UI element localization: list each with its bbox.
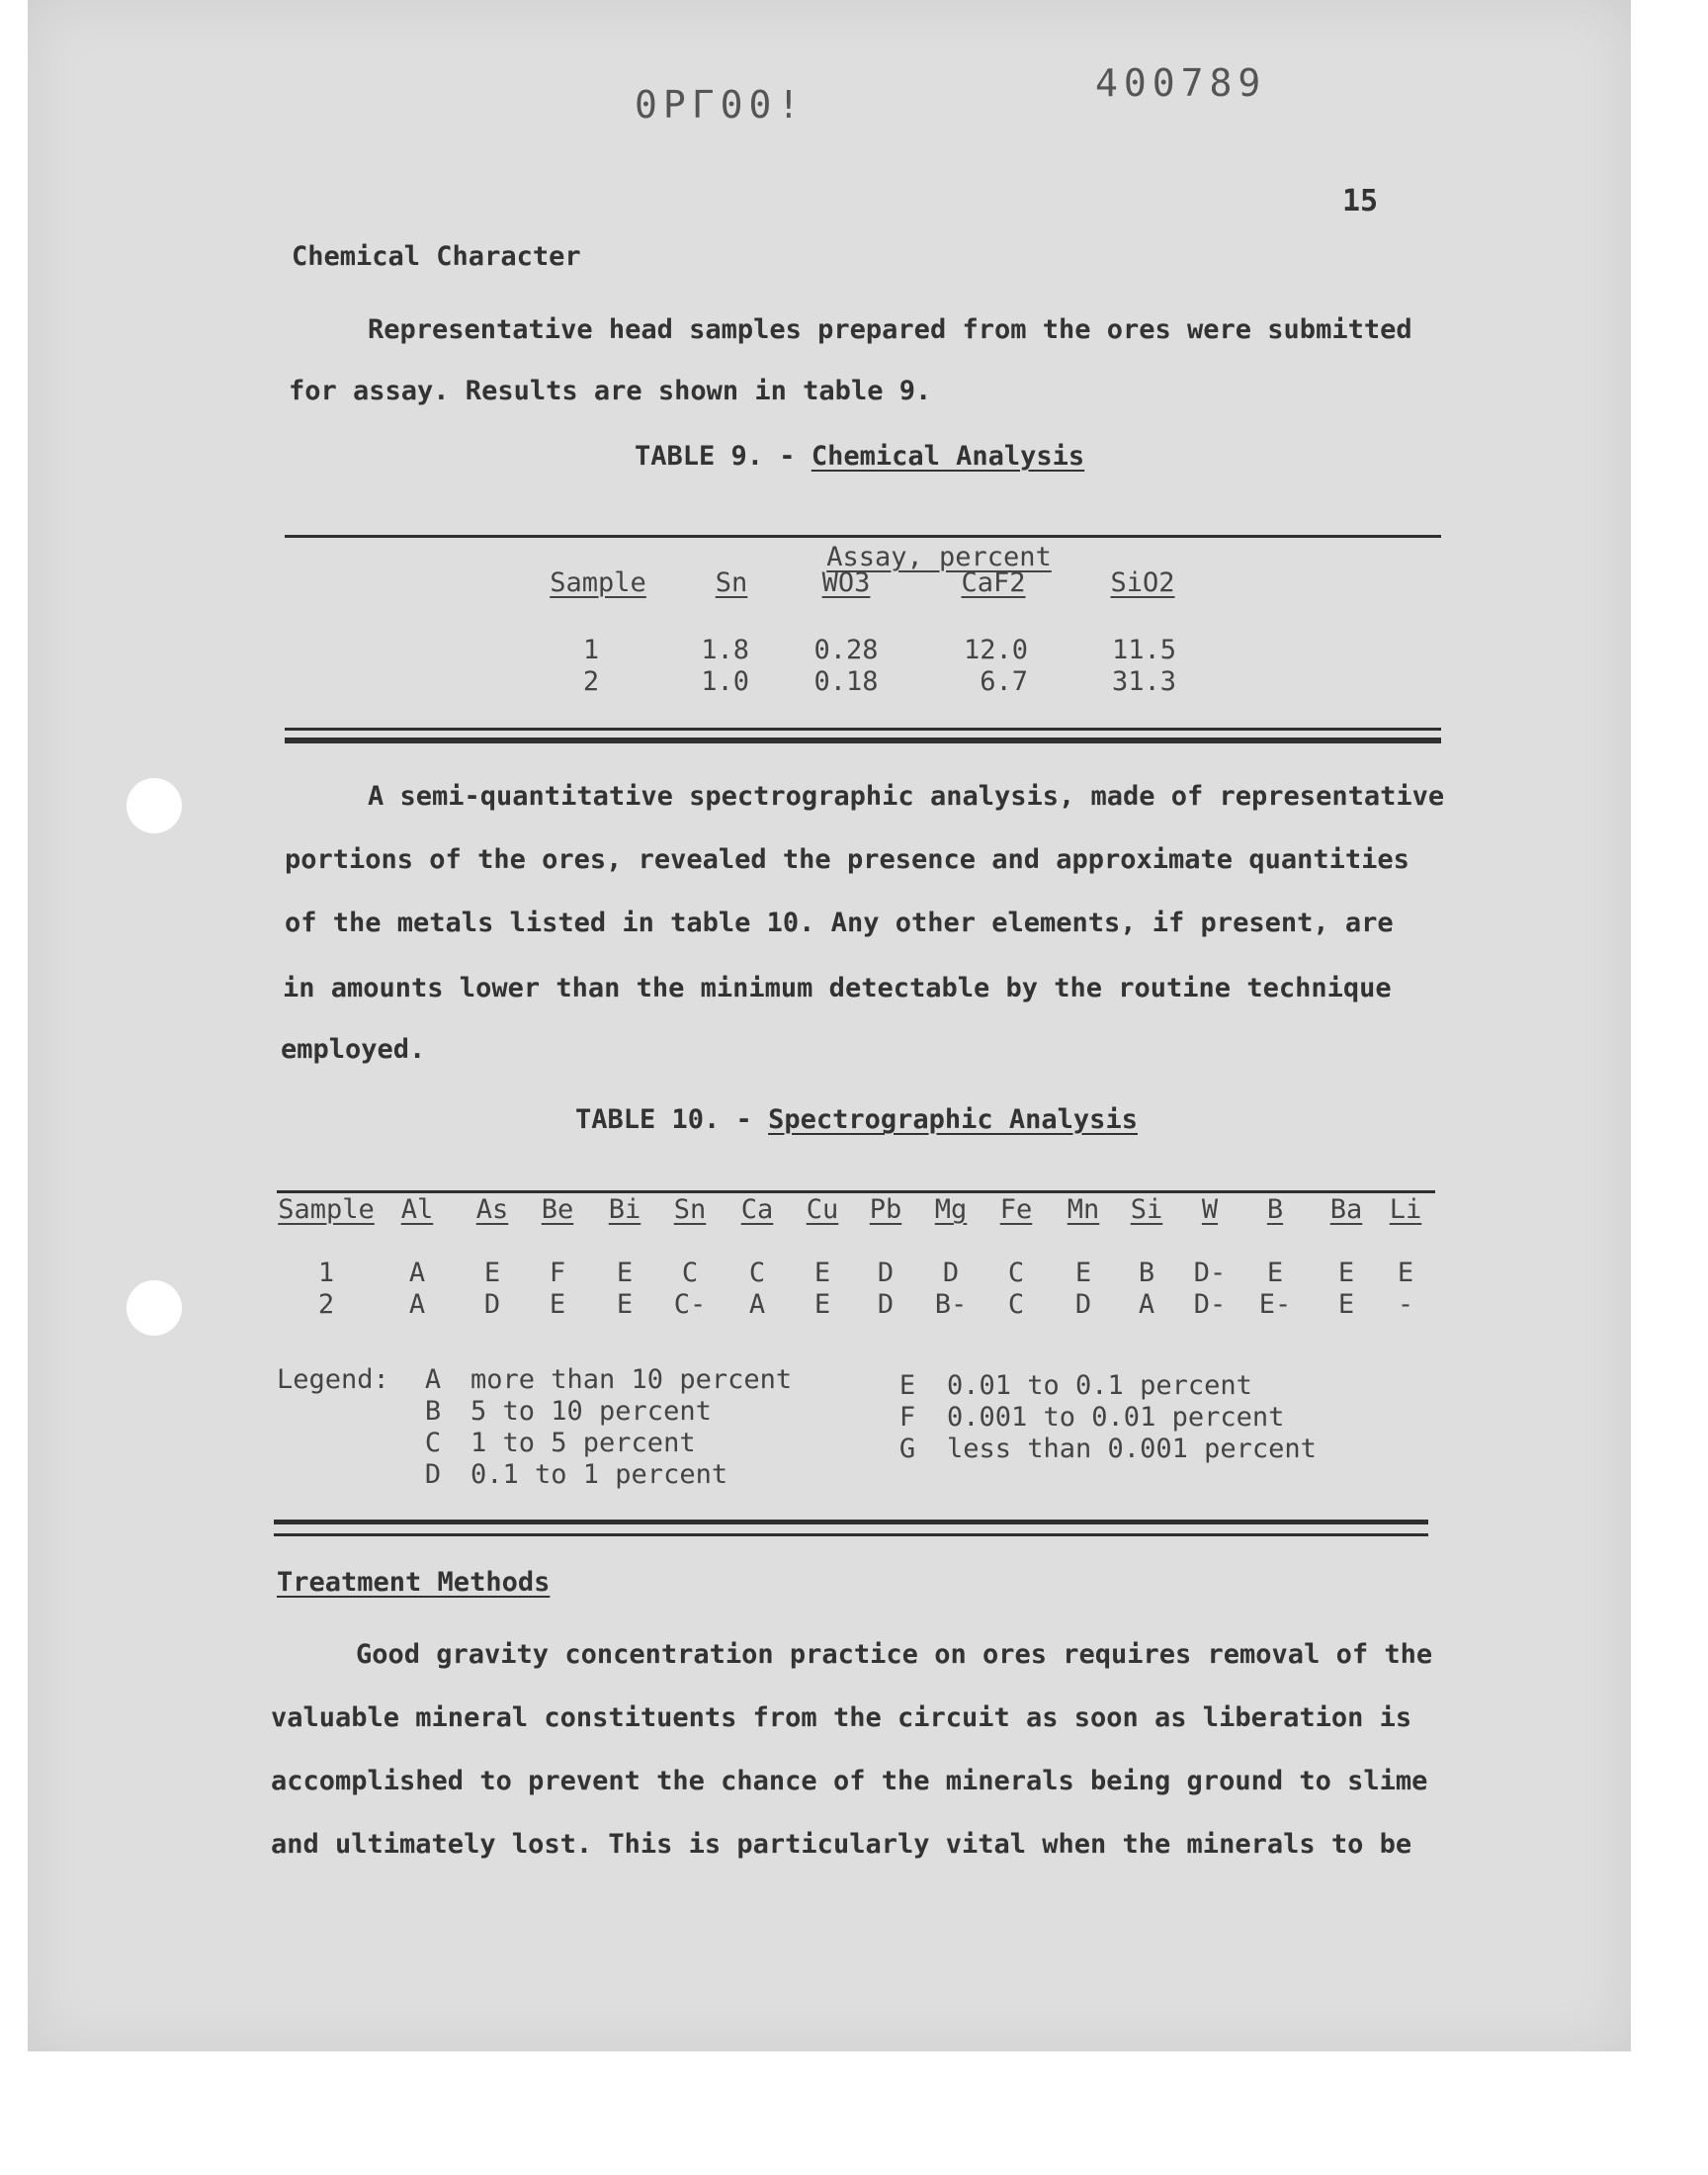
- punch-hole: [127, 778, 182, 833]
- table10-header-cell: Ba: [1329, 1194, 1363, 1225]
- table10-header-cell: Sample: [278, 1194, 375, 1225]
- legend-label: Legend:: [277, 1364, 389, 1395]
- section-heading-treatment-methods: Treatment Methods: [277, 1567, 551, 1598]
- table10-header-cell: As: [475, 1194, 509, 1225]
- legend-text: less than 0.001 percent: [947, 1434, 1317, 1464]
- table10-data-cell: 1: [317, 1258, 335, 1288]
- stamp-number-left: 0PГ00!: [635, 83, 807, 127]
- table9-data-cell: 1: [582, 635, 600, 665]
- table10-data-cell: B-: [934, 1289, 968, 1320]
- legend-code: F: [898, 1402, 916, 1433]
- table10-header-cell: Pb: [869, 1194, 902, 1225]
- table10-header-cell: Li: [1389, 1194, 1422, 1225]
- table10-header-cell: Ca: [740, 1194, 774, 1225]
- table9-top-rule: [285, 535, 1441, 538]
- table10-data-cell: C-: [673, 1289, 707, 1320]
- table10-data-cell: D-: [1193, 1258, 1227, 1288]
- legend-text: 0.01 to 0.1 percent: [947, 1370, 1252, 1401]
- table10-data-cell: F: [549, 1258, 566, 1288]
- table10-data-cell: A: [1138, 1289, 1155, 1320]
- paragraph-line: portions of the ores, revealed the presence and approximate quantities: [285, 844, 1409, 875]
- table10-data-cell: E: [483, 1258, 501, 1288]
- legend-text: 1 to 5 percent: [470, 1428, 696, 1458]
- table10-data-cell: E: [813, 1258, 831, 1288]
- legend-text: 0.001 to 0.01 percent: [947, 1402, 1285, 1433]
- paragraph-line: valuable mineral constituents from the circuit as soon as liberation is: [271, 1702, 1412, 1733]
- table9-header-cell: Sn: [715, 567, 748, 598]
- table9-data-cell: 1.0: [701, 666, 749, 697]
- table9-header-cell: Sample: [550, 567, 646, 598]
- table10-data-cell: 2: [317, 1289, 335, 1320]
- stamp-number-right: 400789: [1095, 61, 1267, 105]
- table10-header-cell: Al: [400, 1194, 434, 1225]
- table9-header-cell: WO3: [821, 567, 871, 598]
- table10-bottom-rule: [274, 1533, 1428, 1536]
- table10-header-cell: W: [1201, 1194, 1219, 1225]
- paragraph-line: Representative head samples prepared from the ores were submitted: [368, 314, 1412, 345]
- table9-data-cell: 2: [582, 666, 600, 697]
- table10-data-cell: D: [1074, 1289, 1092, 1320]
- table10-data-cell: E: [1397, 1258, 1414, 1288]
- paragraph-line: of the metals listed in table 10. Any other elements, if present, are: [285, 908, 1394, 938]
- table10-data-cell: D: [877, 1258, 895, 1288]
- paragraph-line: accomplished to prevent the chance of the minerals being ground to slime: [271, 1766, 1428, 1796]
- table10-data-cell: E: [616, 1289, 634, 1320]
- page-number: 15: [1342, 184, 1379, 218]
- table10-data-cell: -: [1397, 1289, 1414, 1320]
- table10-header-cell: Fe: [999, 1194, 1033, 1225]
- table10-data-cell: C: [1007, 1258, 1025, 1288]
- table9-caption-title: Chemical Analysis: [811, 441, 1085, 472]
- table10-header-cell: B: [1266, 1194, 1284, 1225]
- table10-data-cell: D: [942, 1258, 960, 1288]
- table9-caption-prefix: TABLE 9. -: [635, 441, 811, 472]
- table10-header-cell: Mg: [934, 1194, 968, 1225]
- table9-data-cell: 31.3: [1111, 666, 1176, 697]
- paragraph-line: and ultimately lost. This is particularly vital when the minerals to be: [271, 1829, 1412, 1860]
- scanned-page: [28, 0, 1631, 2051]
- paragraph-line: in amounts lower than the minimum detectable by the routine technique: [283, 973, 1392, 1003]
- legend-code: E: [898, 1370, 916, 1401]
- paragraph-line: for assay. Results are shown in table 9.: [289, 376, 932, 406]
- table9-data-cell: 0.18: [813, 666, 879, 697]
- table10-header-cell: Sn: [673, 1194, 707, 1225]
- table9-data-cell: 6.7: [980, 666, 1028, 697]
- table10-caption-prefix: TABLE 10. -: [575, 1104, 769, 1135]
- table10-data-cell: C: [1007, 1289, 1025, 1320]
- table10-data-cell: E: [813, 1289, 831, 1320]
- table10-header-cell: Si: [1130, 1194, 1163, 1225]
- table9-caption: [635, 441, 1084, 472]
- table10-data-cell: E: [549, 1289, 566, 1320]
- table10-data-cell: A: [408, 1289, 426, 1320]
- table9-bottom-rule: [285, 728, 1441, 731]
- legend-code: C: [424, 1428, 442, 1458]
- section-heading-chemical-character: Chemical Character: [292, 241, 581, 272]
- table9-data-cell: 1.8: [701, 635, 749, 665]
- legend-text: 5 to 10 percent: [470, 1396, 712, 1427]
- table9-data-cell: 12.0: [963, 635, 1028, 665]
- table10-caption-title: Spectrographic Analysis: [768, 1104, 1138, 1135]
- table10-data-cell: E-: [1258, 1289, 1292, 1320]
- table9-group-header: Assay, percent: [826, 542, 1052, 572]
- table9-data-cell: 0.28: [813, 635, 879, 665]
- table10-data-cell: B: [1138, 1258, 1155, 1288]
- legend-code: B: [424, 1396, 442, 1427]
- table10-bottom-rule: [274, 1520, 1428, 1524]
- table10-data-cell: D-: [1193, 1289, 1227, 1320]
- legend-text: more than 10 percent: [470, 1364, 793, 1395]
- paragraph-line: employed.: [281, 1034, 426, 1065]
- table10-data-cell: E: [1337, 1289, 1355, 1320]
- legend-code: A: [424, 1364, 442, 1395]
- punch-hole: [127, 1280, 182, 1336]
- legend-text: 0.1 to 1 percent: [470, 1459, 728, 1490]
- table10-header-cell: Bi: [608, 1194, 641, 1225]
- table10-data-cell: E: [1337, 1258, 1355, 1288]
- table10-header-cell: Mn: [1067, 1194, 1100, 1225]
- paragraph-line: Good gravity concentration practice on ores requires removal of the: [356, 1639, 1433, 1670]
- table9-header-cell: CaF2: [961, 567, 1026, 598]
- table10-data-cell: C: [748, 1258, 766, 1288]
- table10-top-rule: [277, 1190, 1435, 1193]
- table9-header-cell: SiO2: [1110, 567, 1175, 598]
- table10-data-cell: A: [408, 1258, 426, 1288]
- table10-data-cell: E: [616, 1258, 634, 1288]
- table10-data-cell: C: [681, 1258, 699, 1288]
- table9-data-cell: 11.5: [1111, 635, 1176, 665]
- table10-data-cell: E: [1266, 1258, 1284, 1288]
- table10-data-cell: A: [748, 1289, 766, 1320]
- legend-code: G: [898, 1434, 916, 1464]
- paragraph-line: A semi-quantitative spectrographic analysis, made of representative: [368, 781, 1445, 812]
- table10-caption: [575, 1104, 1138, 1135]
- table10-header-cell: Be: [541, 1194, 574, 1225]
- table10-data-cell: D: [877, 1289, 895, 1320]
- legend-code: D: [424, 1459, 442, 1490]
- table10-data-cell: D: [483, 1289, 501, 1320]
- table10-data-cell: E: [1074, 1258, 1092, 1288]
- table9-bottom-rule: [285, 738, 1441, 743]
- table10-header-cell: Cu: [806, 1194, 839, 1225]
